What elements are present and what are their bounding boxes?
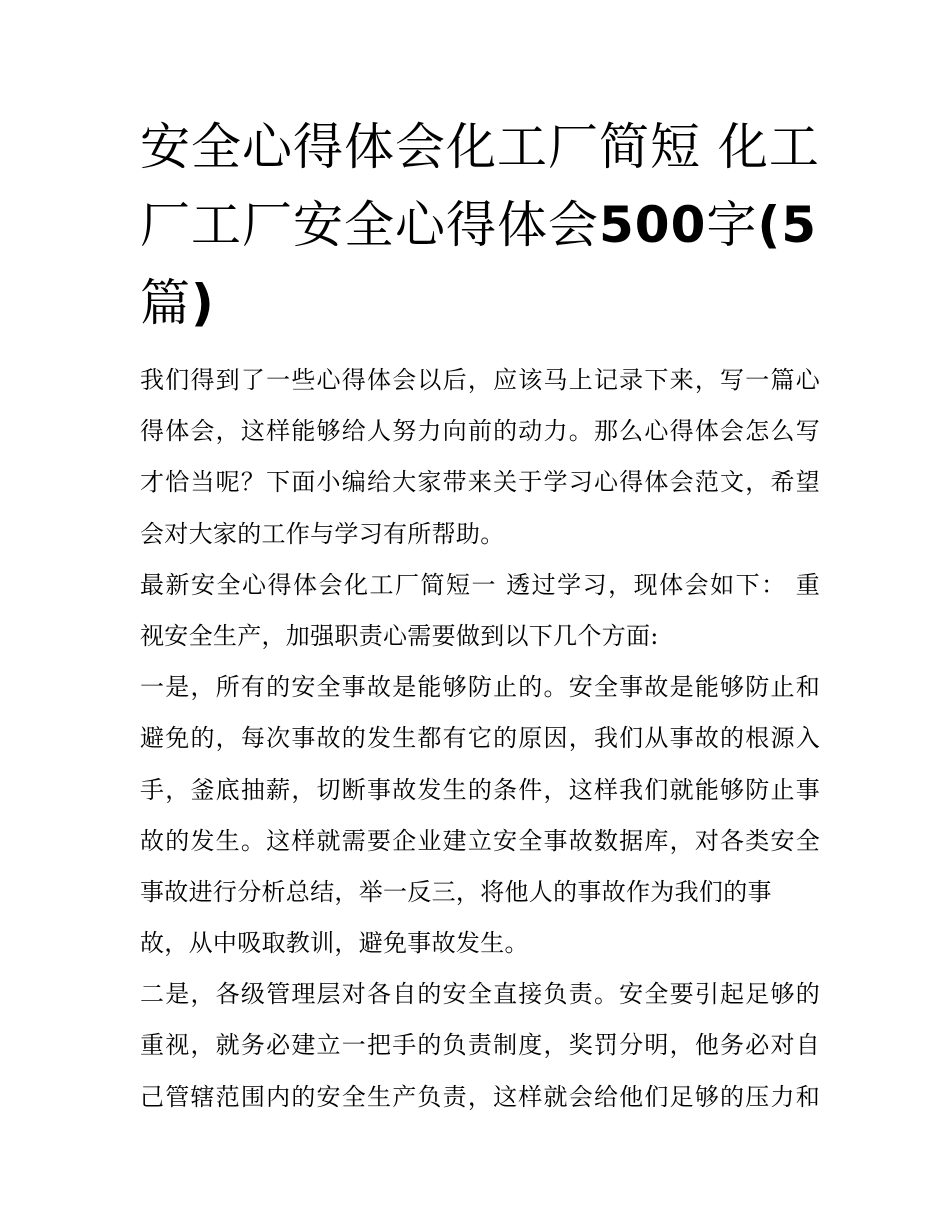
paragraph-intro bbox=[140, 355, 820, 560]
text-line: 故的发生。这样就需要企业建立安全事故数据库，对各类安全 bbox=[140, 826, 820, 855]
text-line: 得体会，这样能够给人努力向前的动力。那么心得体会怎么写 bbox=[140, 417, 820, 446]
text-line: 才恰当呢？下面小编给大家带来关于学习心得体会范文，希望 bbox=[140, 468, 820, 497]
text-line: 最新安全心得体会化工厂简短一 透过学习，现体会如下： 重 bbox=[140, 570, 820, 599]
text-line: 事故进行分析总结，举一反三，将他人的事故作为我们的事 bbox=[140, 877, 772, 906]
text-line: 避免的，每次事故的发生都有它的原因，我们从事故的根源入 bbox=[140, 724, 820, 753]
title-line-2: 厂工厂安全心得体会500字(5 bbox=[140, 196, 818, 254]
title-line-3: 篇) bbox=[140, 274, 215, 332]
text-line: 会对大家的工作与学习有所帮助。 bbox=[140, 519, 505, 548]
text-line: 故，从中吸取教训，避免事故发生。 bbox=[140, 929, 529, 958]
text-line: 重视，就务必建立一把手的负责制度，奖罚分明，他务必对自 bbox=[140, 1031, 820, 1060]
paragraph-point-1 bbox=[140, 662, 820, 969]
text-line: 一是，所有的安全事故是能够防止的。安全事故是能够防止和 bbox=[140, 673, 820, 702]
document-title bbox=[140, 108, 820, 342]
text-line: 手，釜底抽薪，切断事故发生的条件，这样我们就能够防止事 bbox=[140, 775, 820, 804]
document-body bbox=[140, 355, 820, 1123]
text-line: 视安全生产，加强职责心需要做到以下几个方面: bbox=[140, 621, 659, 650]
text-line: 我们得到了一些心得体会以后，应该马上记录下来，写一篇心 bbox=[140, 366, 820, 394]
title-line-1: 安全心得体会化工厂简短 化工 bbox=[140, 118, 820, 176]
paragraph-section-1 bbox=[140, 560, 820, 662]
text-line: 二是，各级管理层对各自的安全直接负责。安全要引起足够的 bbox=[140, 980, 820, 1009]
text-line: 己管辖范围内的安全生产负责，这样就会给他们足够的压力和 bbox=[140, 1082, 820, 1111]
paragraph-point-2 bbox=[140, 969, 820, 1123]
